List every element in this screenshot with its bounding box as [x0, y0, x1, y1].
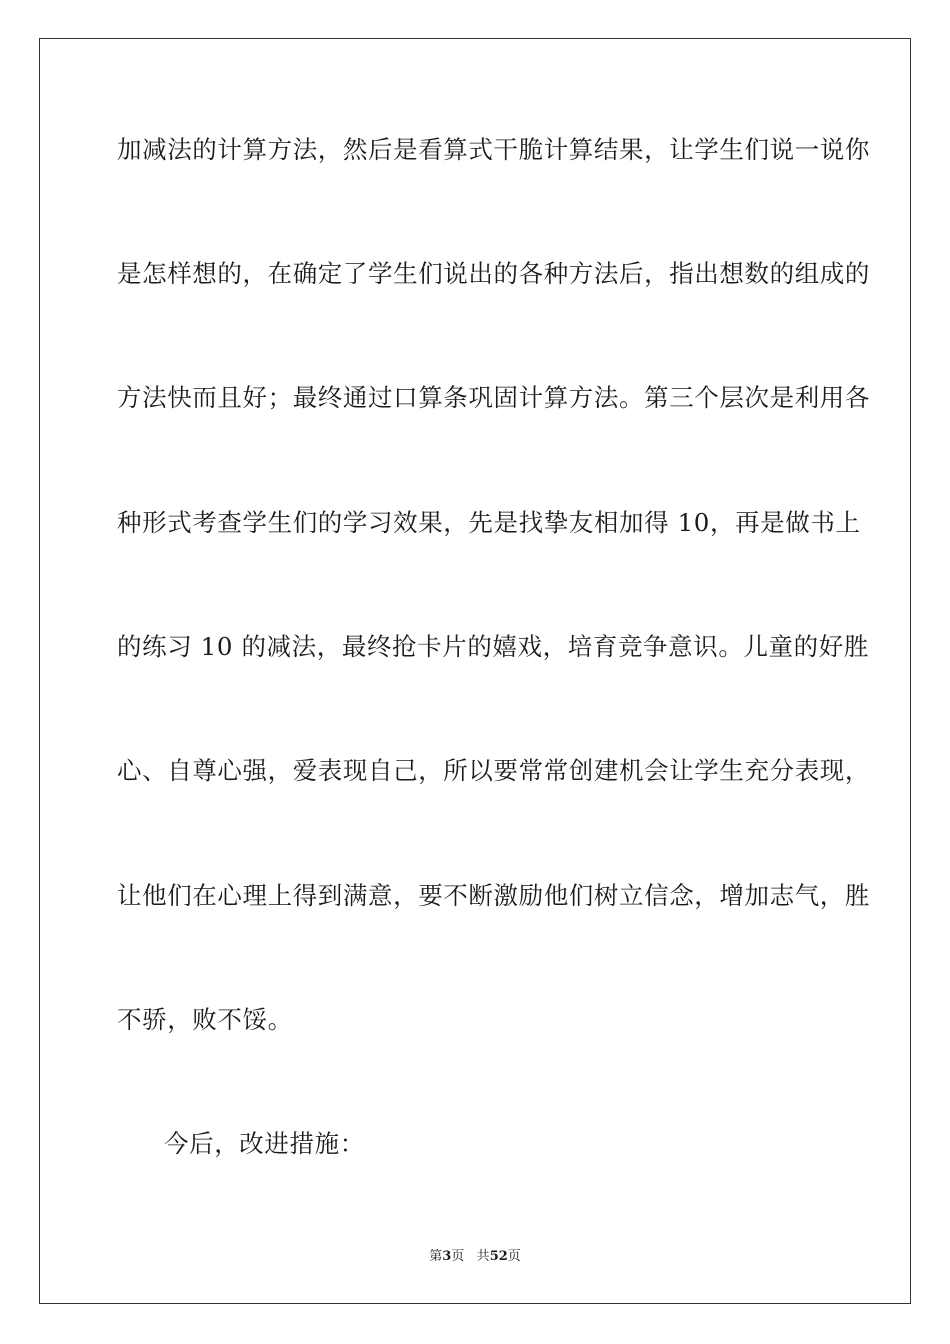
total-suffix: 页 — [507, 1249, 521, 1264]
paragraph-line: 是怎样想的，在确定了学生们说出的各种方法后，指出想数的组成的 — [117, 259, 870, 288]
section-heading: 今后，改进措施： — [164, 1129, 365, 1158]
paragraph-line: 心、自尊心强，爱表现自己，所以要常常创建机会让学生充分表现， — [117, 756, 870, 785]
paragraph-line: 种形式考查学生们的学习效果，先是找挚友相加得 10，再是做书上 — [117, 508, 861, 537]
total-pages: 52 — [489, 1249, 508, 1264]
paragraph-line: 方法快而且好；最终通过口算条巩固计算方法。第三个层次是利用各 — [117, 383, 870, 412]
paragraph-line: 的练习 10 的减法，最终抢卡片的嬉戏，培育竞争意识。儿童的好胜 — [117, 632, 869, 661]
page-number: 3 — [442, 1249, 452, 1264]
paragraph-line: 不骄，败不馁。 — [117, 1005, 293, 1034]
page-border — [39, 38, 911, 1304]
total-prefix: 共 — [476, 1249, 490, 1264]
page-suffix: 页 — [451, 1249, 465, 1264]
paragraph-line: 让他们在心理上得到满意，要不断激励他们树立信念，增加志气，胜 — [117, 881, 870, 910]
page-footer — [0, 1248, 950, 1266]
paragraph-line: 加减法的计算方法，然后是看算式干脆计算结果，让学生们说一说你 — [117, 135, 870, 164]
page-prefix: 第 — [429, 1249, 443, 1264]
